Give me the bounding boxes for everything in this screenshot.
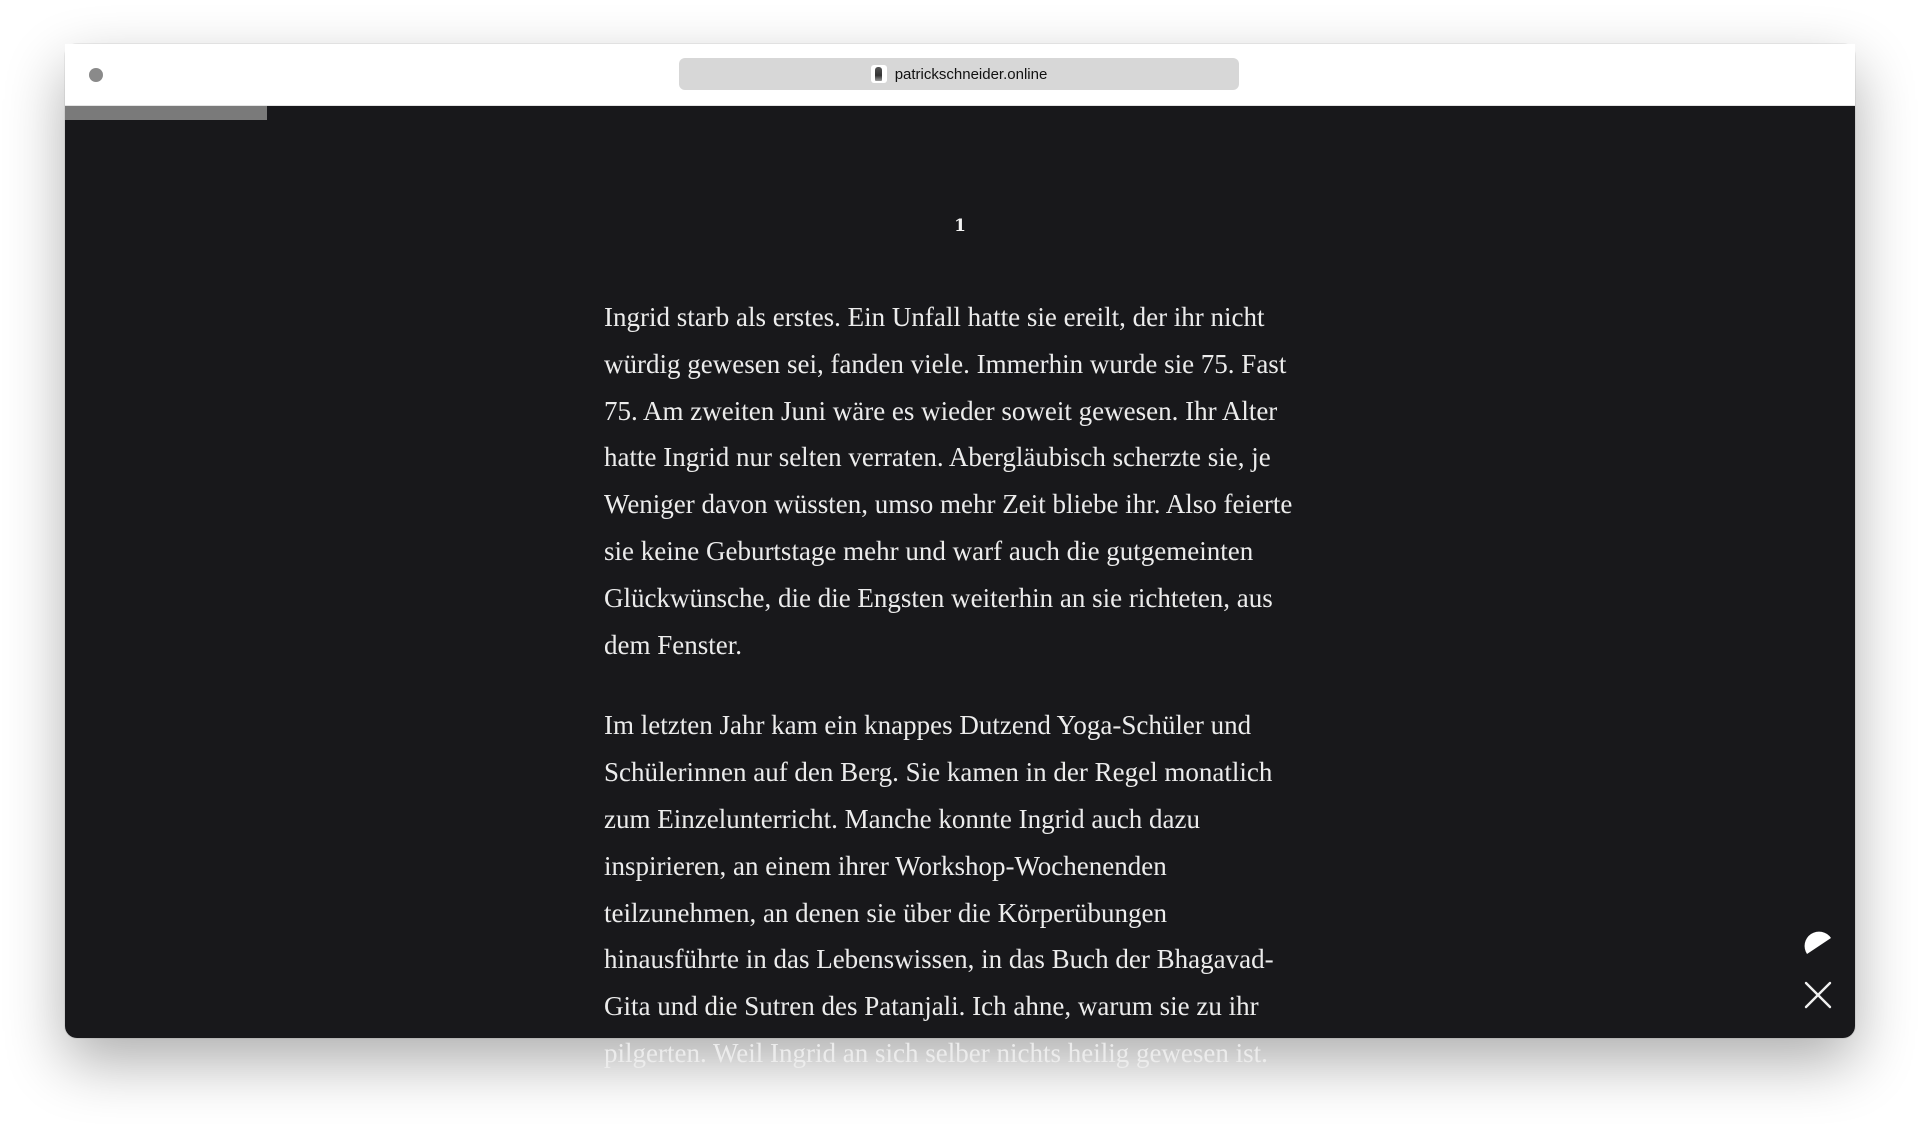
reading-progress-bar <box>65 106 1855 120</box>
close-icon <box>1801 978 1835 1012</box>
browser-titlebar <box>65 44 1855 106</box>
reading-progress-fill <box>65 106 267 120</box>
browser-window <box>65 44 1855 1068</box>
address-bar-url: patrickschneider.online <box>894 65 1048 83</box>
site-favicon-icon <box>871 65 887 83</box>
chapter-number: 1 <box>954 216 966 236</box>
half-moon-icon <box>1801 928 1833 960</box>
reader-view <box>65 106 1855 1068</box>
article-body <box>604 294 1304 1111</box>
close-button[interactable] <box>1801 978 1835 1012</box>
address-bar[interactable] <box>679 58 1239 90</box>
window-control-dot[interactable] <box>89 68 103 82</box>
article-paragraph: Im letzten Jahr kam ein knappes Dutzend Yoga-Schüler und Schülerinnen auf den Berg. Sie kamen in der Regel monatlich zum Einzelunterricht. Manche konnte Ingrid auch dazu inspirieren, an einem ihrer Workshop-Wochenenden teilzunehmen, an denen sie über die Körperübungen hinausführte in das Lebenswissen, in das Buch der Bhagavad-Gita und die Sutren des Patanjali. Ich ahne, warum sie zu ihr pilgerten. Weil Ingrid an sich selber nichts heilig gewesen ist. <box>604 710 1274 1068</box>
article-paragraph: Ingrid starb als erstes. Ein Unfall hatte sie ereilt, der ihr nicht würdig gewesen sei, fanden viele. Immerhin wurde sie 75. Fast 75. Am zweiten Juni wäre es wieder soweit gewesen. Ihr Alter hatte Ingrid nur selten verraten. Abergläubisch scherzte sie, je Weniger davon wüssten, umso mehr Zeit bliebe ihr. Also feierte sie keine Geburtstage mehr und warf auch die gutgemeinten Glückwünsche, die die Engsten weiterhin an sie richteten, aus dem Fenster. <box>604 302 1293 660</box>
theme-toggle-button[interactable] <box>1801 928 1833 960</box>
